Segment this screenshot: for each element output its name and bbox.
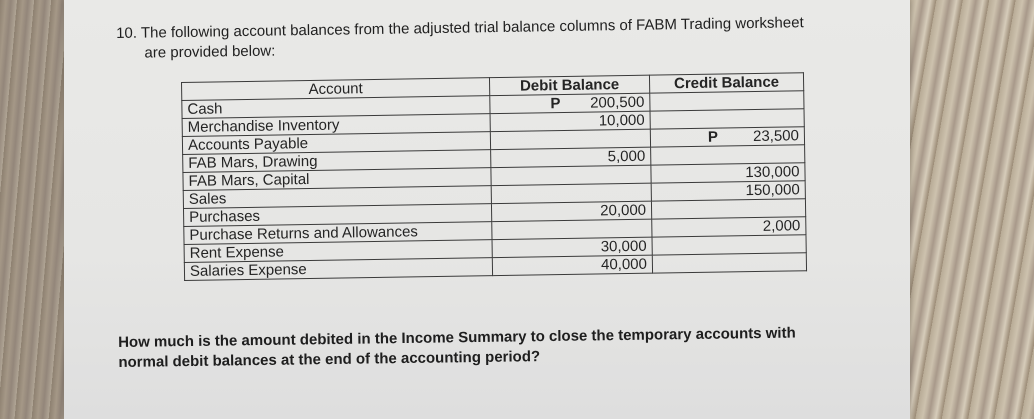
question-header-line1: 10. The following account balances from the adjusted trial balance columns of FABM Trading worksheet — [116, 14, 804, 42]
peso-sign: P — [550, 95, 561, 113]
account-cell: Salaries Expense — [184, 258, 492, 281]
debit-cell — [491, 147, 651, 168]
account-cell: FAB Mars, Capital — [183, 168, 491, 191]
account-cell: Purchases — [183, 204, 491, 227]
debit-cell — [492, 255, 652, 276]
credit-value: 2,000 — [762, 217, 801, 235]
account-cell: Rent Expense — [184, 240, 492, 263]
wood-background-left — [0, 0, 64, 419]
credit-value: 130,000 — [745, 163, 800, 182]
debit-value: 200,500 — [590, 93, 645, 112]
trial-balance-table — [181, 72, 807, 281]
header-credit-balance: Credit Balance — [649, 73, 803, 93]
header-account: Account — [182, 78, 490, 101]
credit-cell — [650, 91, 804, 111]
peso-sign: P — [707, 128, 719, 146]
credit-cell — [650, 127, 804, 147]
debit-cell — [492, 237, 652, 258]
credit-cell — [651, 181, 805, 201]
credit-value: 150,000 — [745, 181, 800, 200]
credit-cell — [652, 235, 806, 255]
debit-cell — [491, 201, 651, 222]
question-line1: How much is the amount debited in the Income Summary to close the temporary accounts with — [118, 324, 796, 351]
account-cell: Merchandise Inventory — [182, 114, 490, 137]
question-header-line2: are provided below: — [144, 42, 276, 62]
question-line2: normal debit balances at the end of the accounting period? — [118, 348, 541, 371]
credit-cell — [652, 217, 806, 237]
trial-balance-table-wrap — [181, 72, 806, 281]
debit-value: 10,000 — [598, 111, 645, 130]
debit-cell — [490, 93, 650, 114]
debit-value: 5,000 — [607, 147, 646, 166]
credit-cell — [651, 199, 805, 219]
account-cell: Sales — [183, 186, 491, 209]
header-debit-balance: Debit Balance — [489, 75, 649, 96]
debit-value: 30,000 — [600, 237, 647, 256]
account-cell: Accounts Payable — [182, 132, 490, 155]
wood-background-right — [910, 0, 1034, 419]
account-cell: FAB Mars, Drawing — [183, 150, 491, 173]
credit-cell — [652, 253, 806, 273]
credit-cell — [651, 163, 805, 183]
credit-cell — [650, 109, 804, 129]
account-cell: Purchase Returns and Allowances — [184, 222, 492, 245]
debit-value: 40,000 — [600, 255, 648, 274]
credit-value: 23,500 — [752, 127, 800, 146]
account-cell: Cash — [182, 96, 490, 119]
debit-value: 20,000 — [600, 201, 647, 220]
debit-cell — [490, 111, 650, 132]
